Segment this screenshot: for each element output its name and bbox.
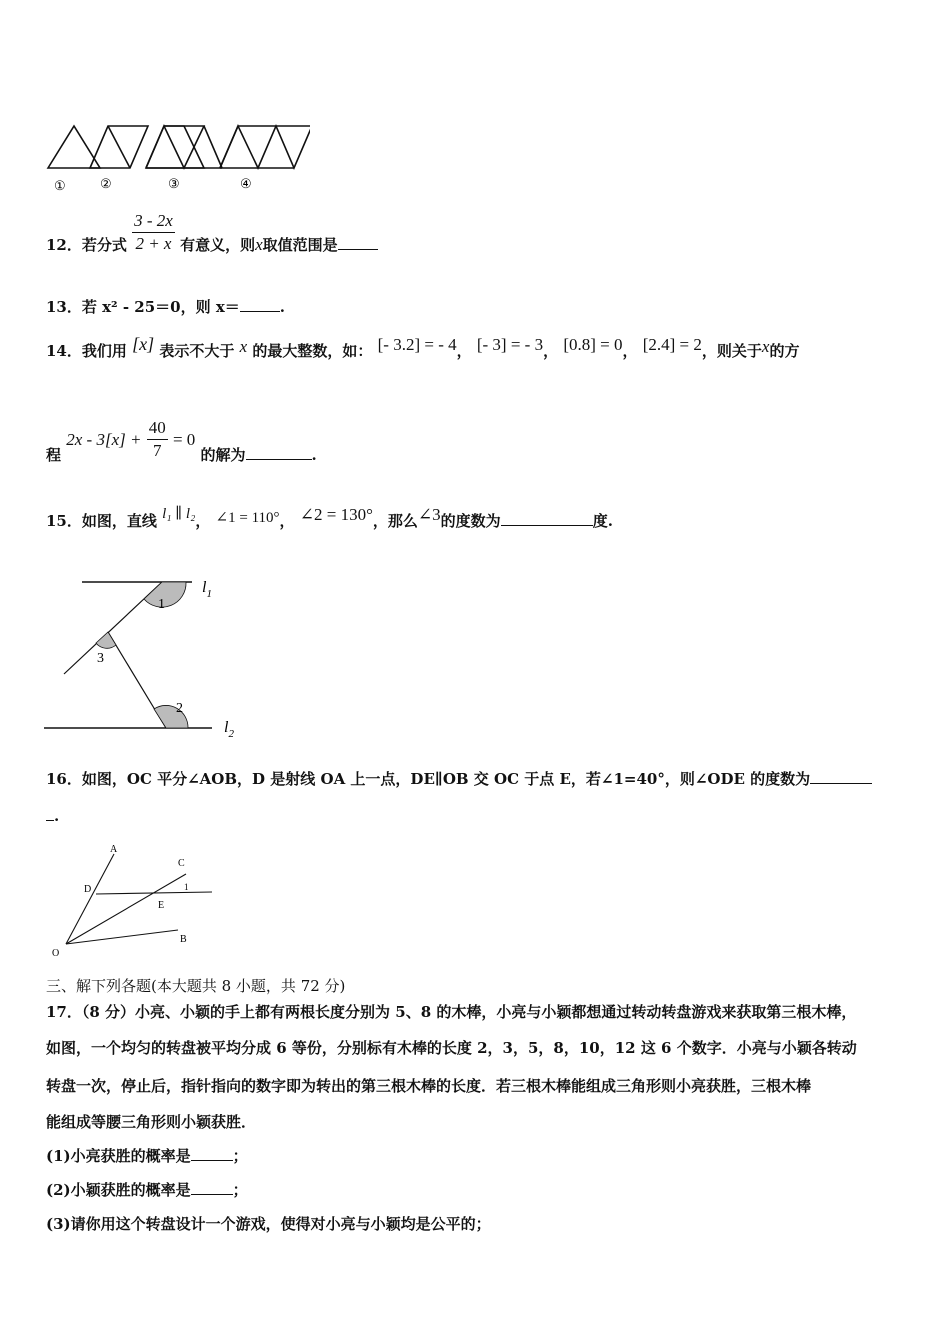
question-14-line-2 (46, 414, 317, 465)
q17-line-1: 17．（8 分）小亮、小颖的手上都有两根长度分别为 5、8 的木棒，小亮与小颖都想通过转动转盘游戏来获取第三根木棒， (46, 1003, 857, 1021)
q15-angle-1: ∠1 = 110° (215, 510, 280, 526)
pattern-2 (90, 126, 148, 168)
pattern-3 (146, 126, 222, 168)
fig15-label-3: 3 (97, 651, 104, 666)
question-14: 14．我们用 [x] 表示不大于 x 的最大整数，如： [- 3.2] = - 4， [- 3] = - 3， [0.8] = 0， [2.4] = 2，则关于x的方 (46, 334, 800, 360)
fig16-label-d: D (84, 884, 92, 895)
fig16-label-o: O (52, 948, 60, 959)
fig15-label-1: 1 (158, 597, 165, 612)
q12-variable: x (255, 235, 263, 254)
q14-line2-tail: 的解为 (200, 446, 246, 464)
q14-example-3: [0.8] = 0 (563, 335, 623, 354)
q14-label: 14．我们用 (46, 342, 127, 360)
q17-part-2-semicolon: ； (232, 1181, 248, 1199)
pattern-4 (220, 126, 310, 168)
q14-eq-numerator: 40 (147, 417, 168, 440)
fig16-label-c: C (178, 858, 185, 869)
q15-angle-2: ∠2 = 130° (299, 505, 373, 524)
q12-text-mid: 有意义，则 (180, 236, 256, 254)
pattern-label-4: ④ (240, 176, 252, 191)
q12-fraction (132, 210, 175, 255)
q14-example-4: [2.4] = 2 (642, 335, 702, 354)
q16-angle-bisector-figure (44, 840, 224, 962)
q16-text: 16．如图，OC 平分∠AOB，D 是射线 OA 上一点，DE∥OB 交 OC 于点 E，若∠1=40°，则∠ODE 的度数为 (46, 770, 811, 788)
q13-tail: . (279, 298, 285, 316)
q15-text-1: ，那么 (372, 512, 418, 530)
q14-equation-fraction (147, 417, 168, 462)
fig16-label-e: E (158, 900, 165, 911)
q14-equation-left: 2x - 3[x] + (66, 429, 142, 449)
pattern-label-1: ① (54, 178, 66, 193)
q17-part-1-semicolon: ； (232, 1147, 248, 1165)
q14-text-4: 的方 (769, 342, 800, 360)
q17-part-2 (46, 1179, 248, 1200)
q12-label: 12．若分式 (46, 236, 127, 254)
question-16-line-2 (46, 806, 59, 825)
q17-part-1-text: (1)小亮获胜的概率是 (46, 1147, 191, 1165)
q12-answer-blank[interactable] (338, 235, 378, 250)
q14-line2-end: . (311, 446, 317, 464)
q14-cheng: 程 (46, 446, 62, 464)
q15-label: 15．如图，直线 (46, 512, 157, 530)
q15-angle-3: ∠3 (417, 505, 441, 524)
q14-example-1: [- 3.2] = - 4 (377, 335, 457, 354)
q14-bracket-x: [x] (132, 334, 155, 354)
question-15: 15．如图，直线 l₁ ∥ l₂， ∠1 = 110°， ∠2 = 130°，那么∠3的度数为 度. (46, 505, 613, 530)
q12-denominator: 2 + x (135, 234, 172, 253)
q12-text-tail: 取值范围是 (262, 236, 338, 254)
q14-variable: x (239, 337, 248, 356)
q15-parallel: l₁ ∥ l₂ (162, 506, 196, 522)
angle-3-arc (96, 632, 116, 648)
q16-answer-blank[interactable] (810, 769, 872, 784)
q17-line-2: 如图，一个均匀的转盘被平均分成 6 等份，分别标有木棒的长度 2，3，5，8，10，12 这 6 个数字．小亮与小颖各转动 (46, 1039, 857, 1057)
pattern-label-2: ② (100, 176, 112, 191)
q14-eq-denominator: 7 (152, 441, 162, 460)
section-3-heading: 三、解下列各题(本大题共 8 小题，共 72 分) (46, 977, 346, 995)
question-12 (46, 210, 378, 255)
q17-part-2-blank[interactable] (191, 1180, 233, 1195)
q17-part-1 (46, 1145, 248, 1166)
q16-end: . (54, 807, 60, 825)
q14-text-3: ，则关于 (701, 342, 762, 360)
fig16-label-1: 1 (184, 882, 189, 892)
fig15-label-l2: $l_2$ (224, 719, 234, 740)
fig16-label-a: A (110, 844, 118, 855)
triangle-pattern-figure (40, 122, 310, 194)
angle-1-arc (144, 582, 186, 607)
question-16 (46, 768, 872, 789)
question-13 (46, 296, 285, 317)
q13-text: 13．若 x² - 25＝0，则 x＝ (46, 298, 240, 316)
q17-part-2-text: (2)小颖获胜的概率是 (46, 1181, 191, 1199)
q15-text-3: 度. (592, 512, 613, 530)
q14-text-2: 的最大整数，如： (252, 342, 373, 360)
q17-part-3: (3)请你用这个转盘设计一个游戏，使得对小亮与小颖均是公平的； (46, 1215, 491, 1233)
q15-parallel-lines-figure (40, 570, 250, 746)
q14-example-2: [- 3] = - 3 (476, 335, 544, 354)
fig16-label-b: B (180, 934, 187, 945)
q17-part-1-blank[interactable] (191, 1146, 233, 1161)
ray-ob (66, 930, 178, 944)
q12-numerator: 3 - 2x (132, 210, 175, 233)
q17-line-4: 能组成等腰三角形则小颖获胜． (46, 1113, 257, 1131)
q14-text-1: 表示不大于 (159, 342, 235, 360)
fig15-label-2: 2 (176, 701, 183, 716)
q14-equation-right: = 0 (172, 429, 196, 449)
pattern-label-3: ③ (168, 176, 180, 191)
fig15-label-l1: $l_1$ (202, 579, 212, 600)
q17-line-3: 转盘一次，停止后，指针指向的数字即为转出的第三根木棒的长度．若三根木棒能组成三角形则小亮获胜，三根木棒 (46, 1077, 812, 1095)
q16-answer-blank-cont[interactable] (46, 806, 54, 821)
q13-answer-blank[interactable] (240, 297, 280, 312)
q15-answer-blank[interactable] (501, 511, 593, 526)
q14-answer-blank[interactable] (246, 445, 312, 460)
q14-variable-2: x (761, 337, 770, 356)
q15-text-2: 的度数为 (440, 512, 501, 530)
